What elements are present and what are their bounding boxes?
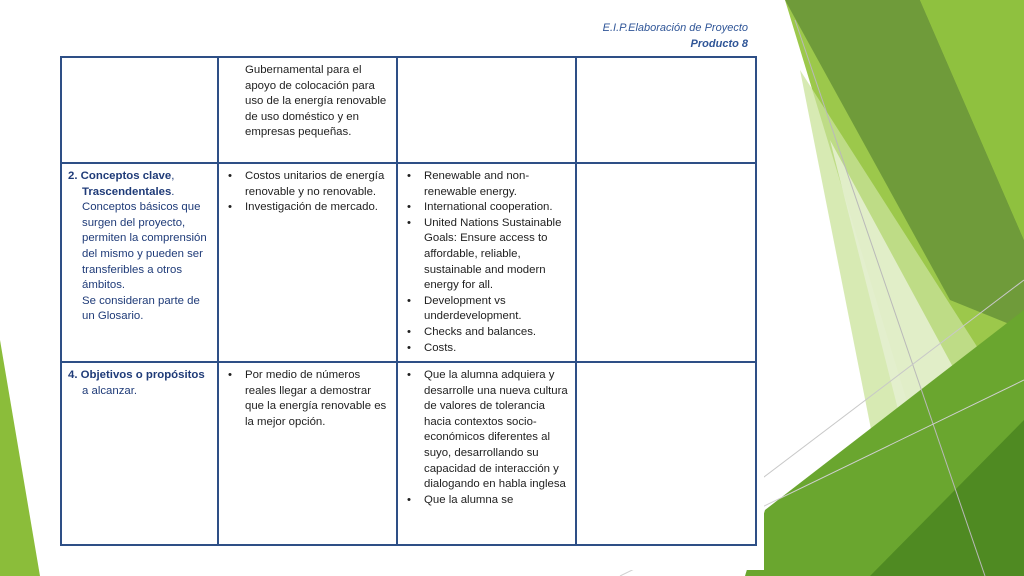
topic-subtitle-line	[68, 185, 212, 201]
table-row	[61, 362, 756, 545]
document-header	[603, 20, 748, 52]
topic-number: 4.	[68, 369, 78, 381]
table-cell	[397, 362, 576, 545]
topic-subtitle: Trascendentales	[82, 185, 172, 198]
topic-period: .	[171, 185, 175, 198]
topic-title: Objetivos o propósitos	[80, 369, 205, 381]
topic-title: Conceptos clave	[80, 170, 172, 182]
table-cell	[397, 163, 576, 362]
planning-table	[60, 56, 757, 546]
header-project-title: E.I.P.Elaboración de Proyecto	[602, 22, 748, 34]
list-item: • International cooperation.	[424, 200, 570, 216]
table-cell	[397, 57, 576, 163]
list-item: • Por medio de números reales llegar a demostrar que la energía renovable es la mejor opción.	[245, 368, 391, 430]
table-cell	[576, 57, 756, 163]
table-cell	[61, 57, 218, 163]
table-cell	[576, 362, 756, 545]
topic-description: Conceptos básicos que surgen del proyecto, permiten la comprensión del mismo y pueden ser transferibles a otros ámbitos.	[82, 201, 207, 292]
list-item: • Investigación de mercado.	[245, 200, 391, 216]
list-item: • Que la alumna adquiera y desarrolle una nueva cultura de valores de tolerancia hacia contextos socio-económicos diferentes al suyo, desarrollando su capacidad de interacción y dialogando en habla inglesa	[424, 368, 570, 493]
table-cell	[218, 163, 397, 362]
list-item: • Costs.	[424, 341, 570, 357]
topic-heading	[68, 368, 212, 384]
table-cell	[576, 163, 756, 362]
table-cell	[218, 362, 397, 545]
list-item: • Checks and balances.	[424, 325, 570, 341]
topic-heading	[68, 169, 212, 185]
topic-cell	[61, 362, 218, 545]
bullet-list	[225, 368, 391, 430]
list-item: • Costos unitarios de energía renovable y no renovable.	[245, 169, 391, 200]
topic-title-continuation: a alcanzar.	[82, 384, 138, 397]
topic-comma: ,	[171, 170, 175, 182]
list-item: • United Nations Sustainable Goals: Ensure access to affordable, reliable, sustainable and modern energy for all.	[424, 216, 570, 294]
bullet-list	[225, 169, 391, 216]
bullet-list	[404, 368, 570, 508]
table-row	[61, 163, 756, 362]
document-page	[52, 16, 764, 570]
list-item: • Development vs underdevelopment.	[424, 294, 570, 325]
cell-text: Gubernamental para el apoyo de colocación para uso de la energía renovable de uso doméstico y en empresas pequeñas.	[245, 64, 387, 139]
header-product-label: Producto 8	[690, 38, 748, 50]
table-cell	[218, 57, 397, 163]
list-item: • Renewable and non-renewable energy.	[424, 169, 570, 200]
topic-cell	[61, 163, 218, 362]
topic-number: 2.	[68, 170, 78, 182]
bullet-list	[404, 169, 570, 356]
list-item: • Que la alumna se	[424, 493, 570, 509]
topic-description-2: Se consideran parte de un Glosario.	[82, 294, 200, 323]
table-row	[61, 57, 756, 163]
